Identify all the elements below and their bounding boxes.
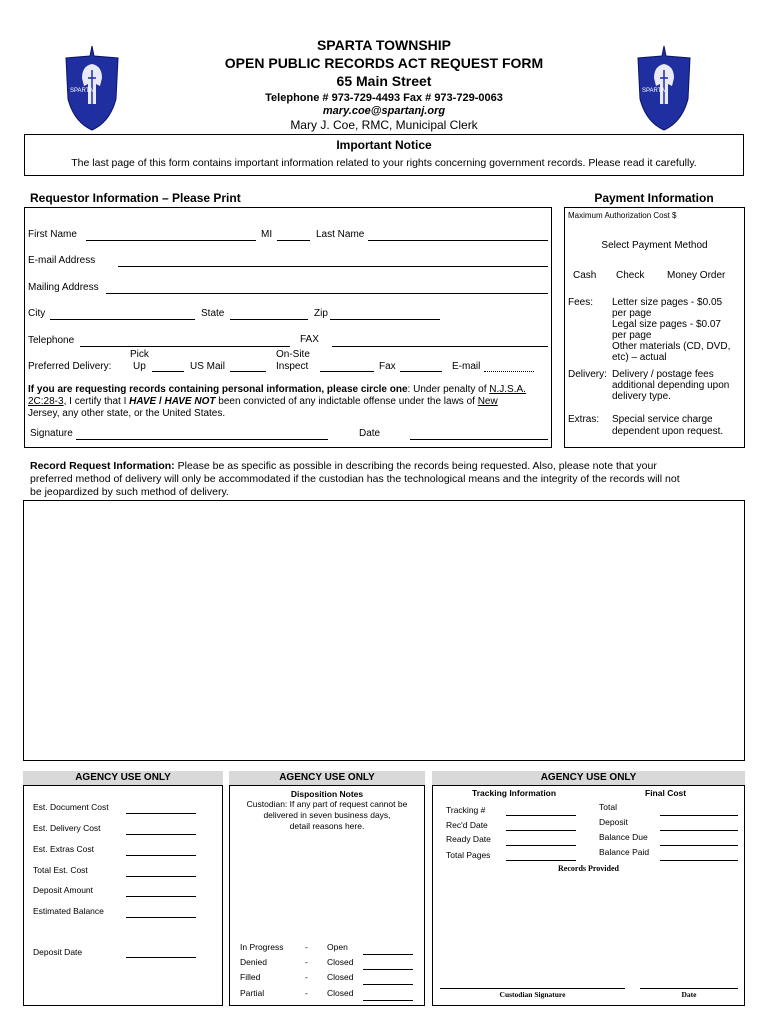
zip-field[interactable] <box>330 319 440 320</box>
custodian-date-label: Date <box>681 990 697 999</box>
agency-use-header-2: AGENCY USE ONLY <box>229 771 425 785</box>
phone-fax: Telephone # 973-729-4493 Fax # 973-729-0063 <box>265 92 503 104</box>
first-name-field[interactable] <box>86 240 256 241</box>
signature-label: Signature <box>30 428 73 439</box>
ready-date-label: Ready Date <box>446 834 491 844</box>
status-denied-field[interactable] <box>363 969 413 970</box>
date-field[interactable] <box>410 439 548 440</box>
recd-date-label: Rec'd Date <box>446 820 488 830</box>
fax-field[interactable] <box>332 346 548 347</box>
requestor-heading: Requestor Information – Please Print <box>30 191 241 205</box>
cash-option[interactable]: Cash <box>573 270 597 281</box>
last-name-field[interactable] <box>368 240 548 241</box>
fax-option-label: Fax <box>379 361 396 372</box>
usmail-label: US Mail <box>190 361 226 372</box>
status-closed-3: Closed <box>327 988 354 998</box>
tracking-title: Tracking Information <box>472 788 557 798</box>
dash: - <box>305 972 308 982</box>
status-open-field[interactable] <box>363 954 413 955</box>
dash: - <box>305 942 308 952</box>
total-pages-label: Total Pages <box>446 850 491 860</box>
city-label: City <box>28 308 46 319</box>
disposition-title: Disposition Notes <box>290 789 364 799</box>
estimated-balance-field[interactable] <box>126 917 196 918</box>
total-pages-field[interactable] <box>506 860 576 861</box>
status-partial-field[interactable] <box>363 1000 413 1001</box>
est-extras-cost-label: Est. Extras Cost <box>33 844 94 854</box>
svg-text:SPARTA: SPARTA <box>642 88 666 94</box>
deposit-amount-label: Deposit Amount <box>33 885 94 895</box>
telephone-field[interactable] <box>80 346 290 347</box>
notice-title: Important Notice <box>336 138 432 152</box>
have-not-option[interactable]: HAVE NOT <box>164 396 216 407</box>
est-delivery-cost-field[interactable] <box>126 834 196 835</box>
records-provided-title: Records Provided <box>558 864 619 873</box>
onsite-label: On-Site <box>276 349 310 360</box>
email-option-field[interactable] <box>484 371 534 372</box>
state-label: State <box>201 308 225 319</box>
record-request-textarea[interactable] <box>23 500 745 761</box>
tracking-number-field[interactable] <box>506 815 576 816</box>
mailing-label: Mailing Address <box>28 282 99 293</box>
fax-label: FAX <box>300 334 319 345</box>
usmail-field[interactable] <box>230 371 266 372</box>
email-option-label: E-mail <box>452 361 481 372</box>
have-option[interactable]: HAVE <box>129 396 157 407</box>
fees-label: Fees: <box>568 297 594 308</box>
agency-use-header-3: AGENCY USE ONLY <box>432 771 745 785</box>
personal-info-certification: If you are requesting records containing personal information, please circle one: Under penalty of N.J.S.A. 2C:28-3, I certify that I HAVE / HAVE NOT been convicted of any indictable offense under the laws of New Jersey, any other state, or the United States. <box>28 384 526 419</box>
fees-details: Letter size pages - $0.05 per page Legal size pages - $0.07 per page Other materials (CD, DVD, etc) – actual <box>612 297 731 363</box>
final-total-label: Total <box>599 802 617 812</box>
balance-paid-label: Balance Paid <box>599 847 650 857</box>
check-option[interactable]: Check <box>616 270 645 281</box>
status-denied: Denied <box>240 957 267 967</box>
status-in-progress: In Progress <box>240 942 284 952</box>
agency-use-header-1: AGENCY USE ONLY <box>23 771 223 785</box>
balance-due-label: Balance Due <box>599 832 648 842</box>
inspect-field[interactable] <box>320 371 374 372</box>
form-title: OPEN PUBLIC RECORDS ACT REQUEST FORM <box>224 55 544 71</box>
extras-details: Special service charge dependent upon request. <box>612 414 724 437</box>
deposit-amount-field[interactable] <box>126 896 196 897</box>
deposit-date-label: Deposit Date <box>33 947 83 957</box>
delivery-label: Delivery: <box>568 369 607 380</box>
svg-text:SPARTA: SPARTA <box>70 88 94 94</box>
email-field[interactable] <box>118 266 548 267</box>
tracking-number-label: Tracking # <box>446 805 486 815</box>
deposit-date-field[interactable] <box>126 957 196 958</box>
notice-text: The last page of this form contains important information related to your rights concerning government records. Please read it carefully. <box>71 157 697 169</box>
pick-label: Pick <box>130 349 149 360</box>
payment-heading: Payment Information <box>594 191 714 205</box>
status-closed-2: Closed <box>327 972 354 982</box>
custodian-date-field[interactable] <box>640 988 738 989</box>
final-cost-title: Final Cost <box>645 788 687 798</box>
est-delivery-cost-label: Est. Delivery Cost <box>33 823 101 833</box>
mi-field[interactable] <box>277 240 310 241</box>
telephone-label: Telephone <box>28 335 75 346</box>
status-closed-1: Closed <box>327 957 354 967</box>
mailing-field[interactable] <box>106 293 548 294</box>
delivery-details: Delivery / postage fees additional depending upon delivery type. <box>612 369 730 402</box>
fax-option-field[interactable] <box>400 371 442 372</box>
date-label: Date <box>359 428 381 439</box>
status-open: Open <box>327 942 348 952</box>
est-document-cost-label: Est. Document Cost <box>33 802 109 812</box>
mi-label: MI <box>261 229 273 240</box>
balance-due-field[interactable] <box>660 845 738 846</box>
extras-label: Extras: <box>568 414 600 425</box>
custodian-signature-label: Custodian Signature <box>499 990 566 999</box>
first-name-label: First Name <box>28 229 77 240</box>
preferred-delivery-label: Preferred Delivery: <box>28 361 112 372</box>
money-order-option[interactable]: Money Order <box>667 270 726 281</box>
email-label: E-mail Address <box>28 255 96 266</box>
clerk-email: mary.coe@spartanj.org <box>322 105 446 117</box>
pickup-field[interactable] <box>152 371 184 372</box>
select-payment-label: Select Payment Method <box>601 240 708 251</box>
final-deposit-label: Deposit <box>599 817 628 827</box>
total-est-cost-field[interactable] <box>126 876 196 877</box>
final-deposit-field[interactable] <box>660 830 738 831</box>
custodian-signature-field[interactable] <box>440 988 625 989</box>
last-name-label: Last Name <box>316 229 365 240</box>
clerk-name: Mary J. Coe, RMC, Municipal Clerk <box>290 118 478 132</box>
state-field[interactable] <box>230 319 308 320</box>
township-title: SPARTA TOWNSHIP <box>316 37 452 53</box>
tracking-box <box>432 785 745 1006</box>
est-extras-cost-field[interactable] <box>126 855 196 856</box>
disposition-instructions: Custodian: If any part of request cannot be delivered in seven business days, detail reasons here. <box>246 799 408 831</box>
status-filled-field[interactable] <box>363 984 413 985</box>
total-est-cost-label: Total Est. Cost <box>33 865 88 875</box>
dash: - <box>305 957 308 967</box>
zip-label: Zip <box>314 308 328 319</box>
max-auth-label: Maximum Authorization Cost $ <box>568 211 677 220</box>
balance-paid-field[interactable] <box>660 860 738 861</box>
address: 65 Main Street <box>336 73 432 89</box>
ready-date-field[interactable] <box>506 845 576 846</box>
recd-date-field[interactable] <box>506 830 576 831</box>
status-partial: Partial <box>240 988 265 998</box>
final-total-field[interactable] <box>660 815 738 816</box>
estimated-balance-label: Estimated Balance <box>33 906 104 916</box>
signature-field[interactable] <box>76 439 328 440</box>
record-request-instructions: Record Request Information: Please be as specific as possible in describing the records being requested. Also, please note that your preferred method of delivery will only be accommodated if the custodian has the technological means and the integrity of the records will not be jeopardized by such method of delivery. <box>30 460 680 498</box>
pickup-label: Up <box>133 361 146 372</box>
city-field[interactable] <box>50 319 195 320</box>
est-document-cost-field[interactable] <box>126 813 196 814</box>
status-filled: Filled <box>240 972 261 982</box>
inspect-label: Inspect <box>276 361 309 372</box>
dash: - <box>305 988 308 998</box>
